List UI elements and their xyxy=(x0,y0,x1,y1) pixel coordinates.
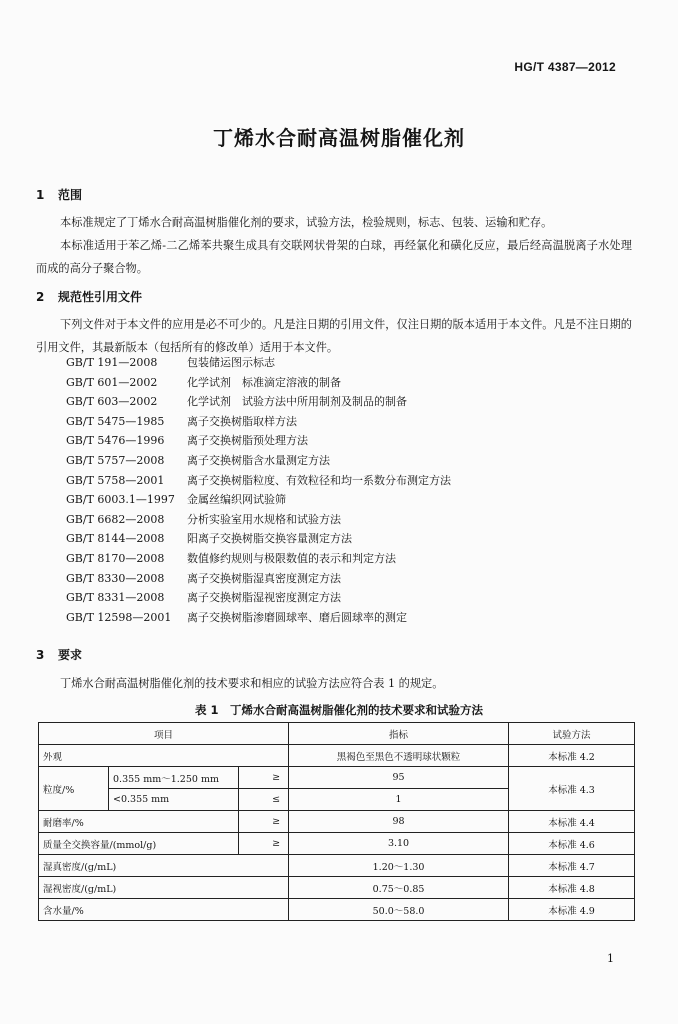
document-title: 丁烯水合耐高温树脂催化剂 xyxy=(213,126,465,150)
section-2-heading xyxy=(36,288,142,305)
reference-code: GB/T 5475—1985 xyxy=(66,414,165,428)
table-row xyxy=(39,877,635,899)
table-row xyxy=(39,855,635,877)
row-item: 质量全交换容量/(mmol/g) xyxy=(39,833,239,855)
reference-item xyxy=(66,353,451,373)
reference-item xyxy=(66,549,451,569)
row-item: 含水量/% xyxy=(39,899,289,921)
row-spec: 3.10 xyxy=(289,833,509,855)
row-item: 粒度/% xyxy=(39,767,109,811)
reference-item xyxy=(66,569,451,589)
row-operator: ≥ xyxy=(239,811,289,833)
requirements-table xyxy=(38,722,635,921)
row-spec: 95 xyxy=(289,767,509,789)
row-operator: ≥ xyxy=(239,767,289,789)
header-item: 项目 xyxy=(39,723,289,745)
standard-code: HG/T 4387—2012 xyxy=(514,60,616,74)
reference-item xyxy=(66,431,451,451)
reference-code: GB/T 603—2002 xyxy=(66,395,158,409)
row-spec: 98 xyxy=(289,811,509,833)
reference-title: 离子交换树脂预处理方法 xyxy=(187,434,308,448)
header-spec: 指标 xyxy=(289,723,509,745)
reference-item xyxy=(66,588,451,608)
reference-title: 分析实验室用水规格和试验方法 xyxy=(187,512,341,526)
section-1-paragraph-1: 本标准规定了丁烯水合耐高温树脂催化剂的要求，试验方法，检验规则，标志、包装、运输和贮存。 xyxy=(60,216,553,229)
reference-title: 金属丝编织网试验筛 xyxy=(187,493,286,507)
reference-title: 离子交换树脂粒度、有效粒径和均一系数分布测定方法 xyxy=(187,473,451,487)
reference-title: 化学试剂 试验方法中所用制剂及制品的制备 xyxy=(187,395,407,409)
reference-title: 数值修约规则与极限数值的表示和判定方法 xyxy=(187,551,396,565)
row-method: 本标准 4.6 xyxy=(509,833,635,855)
reference-item xyxy=(66,451,451,471)
reference-code: GB/T 12598—2001 xyxy=(66,610,172,624)
row-spec: 1.20～1.30 xyxy=(289,855,509,877)
row-item: 外观 xyxy=(39,745,289,767)
reference-code: GB/T 191—2008 xyxy=(66,356,158,369)
reference-code: GB/T 8144—2008 xyxy=(66,532,165,546)
reference-item xyxy=(66,529,451,549)
reference-code: GB/T 8330—2008 xyxy=(66,571,165,585)
reference-code: GB/T 6682—2008 xyxy=(66,512,165,526)
section-3-heading xyxy=(36,646,82,663)
row-spec: 黑褐色至黑色不透明球状颗粒 xyxy=(289,745,509,767)
reference-title: 离子交换树脂湿视密度测定方法 xyxy=(187,591,341,605)
reference-title: 离子交换树脂湿真密度测定方法 xyxy=(187,571,341,585)
reference-item xyxy=(66,412,451,432)
table-row xyxy=(39,833,635,855)
row-spec: 50.0～58.0 xyxy=(289,899,509,921)
row-operator: ≥ xyxy=(239,833,289,855)
section-number: 2 xyxy=(36,290,45,304)
section-1-heading xyxy=(36,186,82,203)
reference-item xyxy=(66,392,451,412)
reference-item xyxy=(66,510,451,530)
section-number: 3 xyxy=(36,648,45,662)
section-title: 范围 xyxy=(58,188,83,202)
row-item: 耐磨率/% xyxy=(39,811,239,833)
section-number: 1 xyxy=(36,188,45,202)
row-subrange: <0.355 mm xyxy=(109,789,239,811)
row-spec: 1 xyxy=(289,789,509,811)
row-item: 湿视密度/(g/mL) xyxy=(39,877,289,899)
reference-title: 离子交换树脂渗磨圆球率、磨后圆球率的测定 xyxy=(187,610,407,624)
reference-list xyxy=(66,353,451,627)
reference-title: 化学试剂 标准滴定溶液的制备 xyxy=(187,375,341,389)
reference-code: GB/T 6003.1—1997 xyxy=(66,493,175,507)
reference-item xyxy=(66,490,451,510)
table-row xyxy=(39,899,635,921)
row-method: 本标准 4.8 xyxy=(509,877,635,899)
table-caption: 表 1 丁烯水合耐高温树脂催化剂的技术要求和试验方法 xyxy=(194,703,483,717)
header-method: 试验方法 xyxy=(509,723,635,745)
row-method: 本标准 4.4 xyxy=(509,811,635,833)
reference-item xyxy=(66,608,451,628)
reference-title: 包装储运图示标志 xyxy=(187,356,275,369)
reference-code: GB/T 5758—2001 xyxy=(66,473,165,487)
table-row xyxy=(39,767,635,789)
row-method: 本标准 4.2 xyxy=(509,745,635,767)
reference-title: 阳离子交换树脂交换容量测定方法 xyxy=(187,532,352,546)
row-method: 本标准 4.9 xyxy=(509,899,635,921)
section-3-paragraph-1: 丁烯水合耐高温树脂催化剂的技术要求和相应的试验方法应符合表 1 的规定。 xyxy=(60,677,444,690)
table-row xyxy=(39,811,635,833)
reference-code: GB/T 8331—2008 xyxy=(66,591,165,605)
reference-item xyxy=(66,471,451,491)
reference-code: GB/T 8170—2008 xyxy=(66,551,165,565)
table-row xyxy=(39,745,635,767)
reference-code: GB/T 5476—1996 xyxy=(66,434,165,448)
section-title: 规范性引用文件 xyxy=(58,290,143,304)
reference-code: GB/T 601—2002 xyxy=(66,375,158,389)
row-method: 本标准 4.3 xyxy=(509,767,635,811)
reference-title: 离子交换树脂含水量测定方法 xyxy=(187,453,330,467)
row-item: 湿真密度/(g/mL) xyxy=(39,855,289,877)
row-operator: ≤ xyxy=(239,789,289,811)
reference-code: GB/T 5757—2008 xyxy=(66,453,165,467)
section-title: 要求 xyxy=(58,648,83,662)
page-number: 1 xyxy=(607,952,614,965)
reference-title: 离子交换树脂取样方法 xyxy=(187,414,297,428)
row-spec: 0.75～0.85 xyxy=(289,877,509,899)
row-method: 本标准 4.7 xyxy=(509,855,635,877)
section-1-paragraph-2: 本标准适用于苯乙烯-二乙烯苯共聚生成具有交联网状骨架的白球，再经氯化和磺化反应，最后经高温脱离子水处理而成的高分子聚合物。 xyxy=(36,239,632,275)
reference-item xyxy=(66,373,451,393)
section-2-paragraph-1: 下列文件对于本文件的应用是必不可少的。凡是注日期的引用文件，仅注日期的版本适用于本文件。凡是不注日期的引用文件，其最新版本（包括所有的修改单）适用于本文件。 xyxy=(36,318,632,354)
row-subrange: 0.355 mm～1.250 mm xyxy=(109,767,239,789)
table-header-row xyxy=(39,723,635,745)
